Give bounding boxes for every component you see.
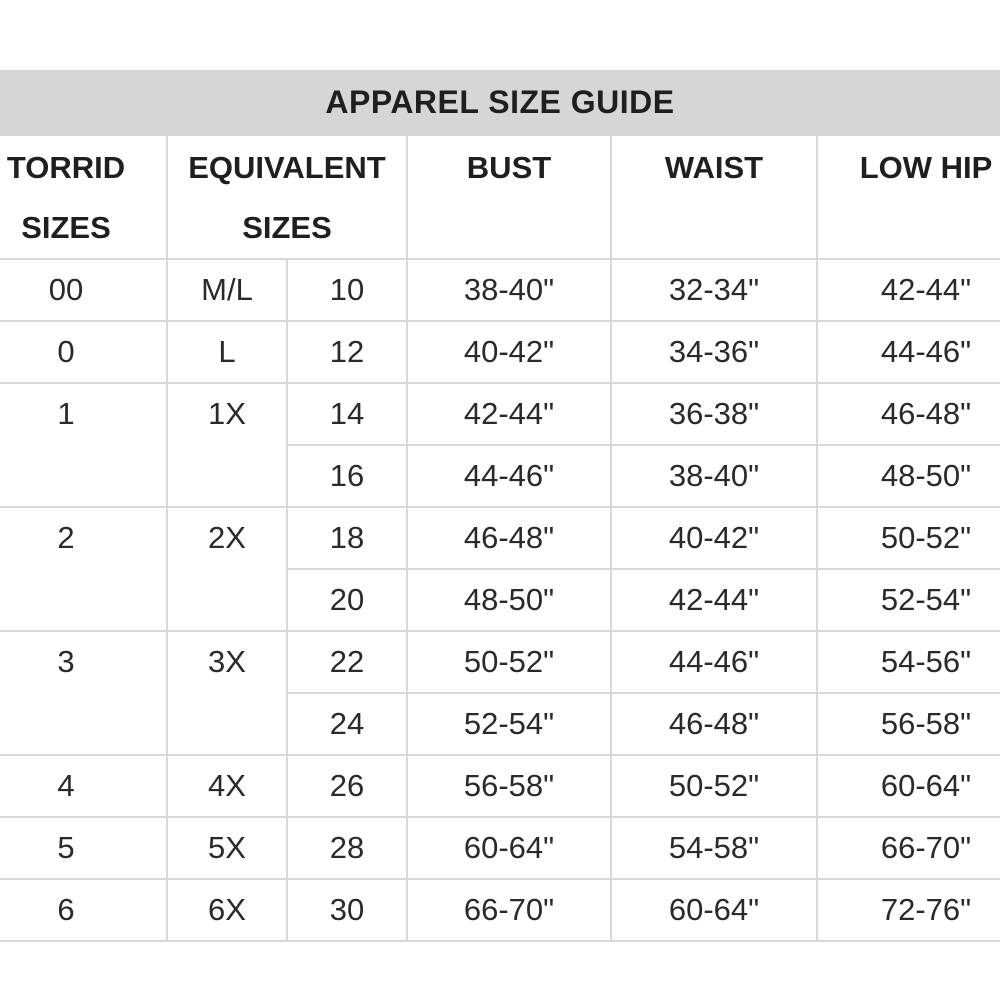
numeric-size-cell: 22 [287, 631, 407, 693]
numeric-size-cell: 12 [287, 321, 407, 383]
header-waist: WAIST [611, 135, 817, 259]
low-hip-cell: 46-48" [817, 383, 1000, 445]
torrid-size-cell: 3 [0, 631, 167, 755]
numeric-size-cell: 18 [287, 507, 407, 569]
page-margin [0, 948, 1000, 1000]
torrid-size-cell: 5 [0, 817, 167, 879]
waist-cell: 32-34" [611, 259, 817, 321]
table-title: APPAREL SIZE GUIDE [325, 83, 675, 120]
low-hip-cell: 48-50" [817, 445, 1000, 507]
alpha-size-cell: 4X [167, 755, 287, 817]
waist-cell: 54-58" [611, 817, 817, 879]
title-bar [0, 70, 1000, 134]
low-hip-cell: 44-46" [817, 321, 1000, 383]
waist-cell: 46-48" [611, 693, 817, 755]
torrid-size-cell: 0 [0, 321, 167, 383]
table-row [0, 321, 1000, 383]
waist-cell: 44-46" [611, 631, 817, 693]
header-equivalent-sizes: EQUIVALENT SIZES [167, 135, 407, 259]
table-row [0, 817, 1000, 879]
torrid-size-cell: 1 [0, 383, 167, 507]
torrid-size-cell: 6 [0, 879, 167, 941]
torrid-size-cell: 00 [0, 259, 167, 321]
bust-cell: 38-40" [407, 259, 611, 321]
alpha-size-cell: 6X [167, 879, 287, 941]
table-row [0, 879, 1000, 941]
numeric-size-cell: 26 [287, 755, 407, 817]
alpha-size-cell: 5X [167, 817, 287, 879]
numeric-size-cell: 14 [287, 383, 407, 445]
size-guide-table [0, 134, 1000, 942]
header-bust: BUST [407, 135, 611, 259]
bust-cell: 56-58" [407, 755, 611, 817]
bust-cell: 46-48" [407, 507, 611, 569]
torrid-size-cell: 2 [0, 507, 167, 631]
alpha-size-cell: 1X [167, 383, 287, 507]
numeric-size-cell: 10 [287, 259, 407, 321]
waist-cell: 40-42" [611, 507, 817, 569]
waist-cell: 60-64" [611, 879, 817, 941]
header-torrid-sizes: TORRID SIZES [0, 135, 167, 259]
alpha-size-cell: 3X [167, 631, 287, 755]
table-row [0, 259, 1000, 321]
bust-cell: 66-70" [407, 879, 611, 941]
waist-cell: 42-44" [611, 569, 817, 631]
numeric-size-cell: 30 [287, 879, 407, 941]
header-row [0, 135, 1000, 259]
alpha-size-cell: L [167, 321, 287, 383]
low-hip-cell: 66-70" [817, 817, 1000, 879]
header-low-hip: LOW HIP [817, 135, 1000, 259]
waist-cell: 38-40" [611, 445, 817, 507]
alpha-size-cell: 2X [167, 507, 287, 631]
bust-cell: 48-50" [407, 569, 611, 631]
low-hip-cell: 50-52" [817, 507, 1000, 569]
numeric-size-cell: 24 [287, 693, 407, 755]
low-hip-cell: 54-56" [817, 631, 1000, 693]
numeric-size-cell: 16 [287, 445, 407, 507]
torrid-size-cell: 4 [0, 755, 167, 817]
waist-cell: 50-52" [611, 755, 817, 817]
bust-cell: 40-42" [407, 321, 611, 383]
low-hip-cell: 42-44" [817, 259, 1000, 321]
table-row [0, 507, 1000, 569]
low-hip-cell: 72-76" [817, 879, 1000, 941]
table-row [0, 631, 1000, 693]
low-hip-cell: 56-58" [817, 693, 1000, 755]
bust-cell: 50-52" [407, 631, 611, 693]
bust-cell: 60-64" [407, 817, 611, 879]
table-row [0, 383, 1000, 445]
numeric-size-cell: 20 [287, 569, 407, 631]
waist-cell: 36-38" [611, 383, 817, 445]
bust-cell: 44-46" [407, 445, 611, 507]
table-row [0, 755, 1000, 817]
waist-cell: 34-36" [611, 321, 817, 383]
table-body [0, 259, 1000, 941]
numeric-size-cell: 28 [287, 817, 407, 879]
alpha-size-cell: M/L [167, 259, 287, 321]
bust-cell: 42-44" [407, 383, 611, 445]
low-hip-cell: 60-64" [817, 755, 1000, 817]
bust-cell: 52-54" [407, 693, 611, 755]
low-hip-cell: 52-54" [817, 569, 1000, 631]
